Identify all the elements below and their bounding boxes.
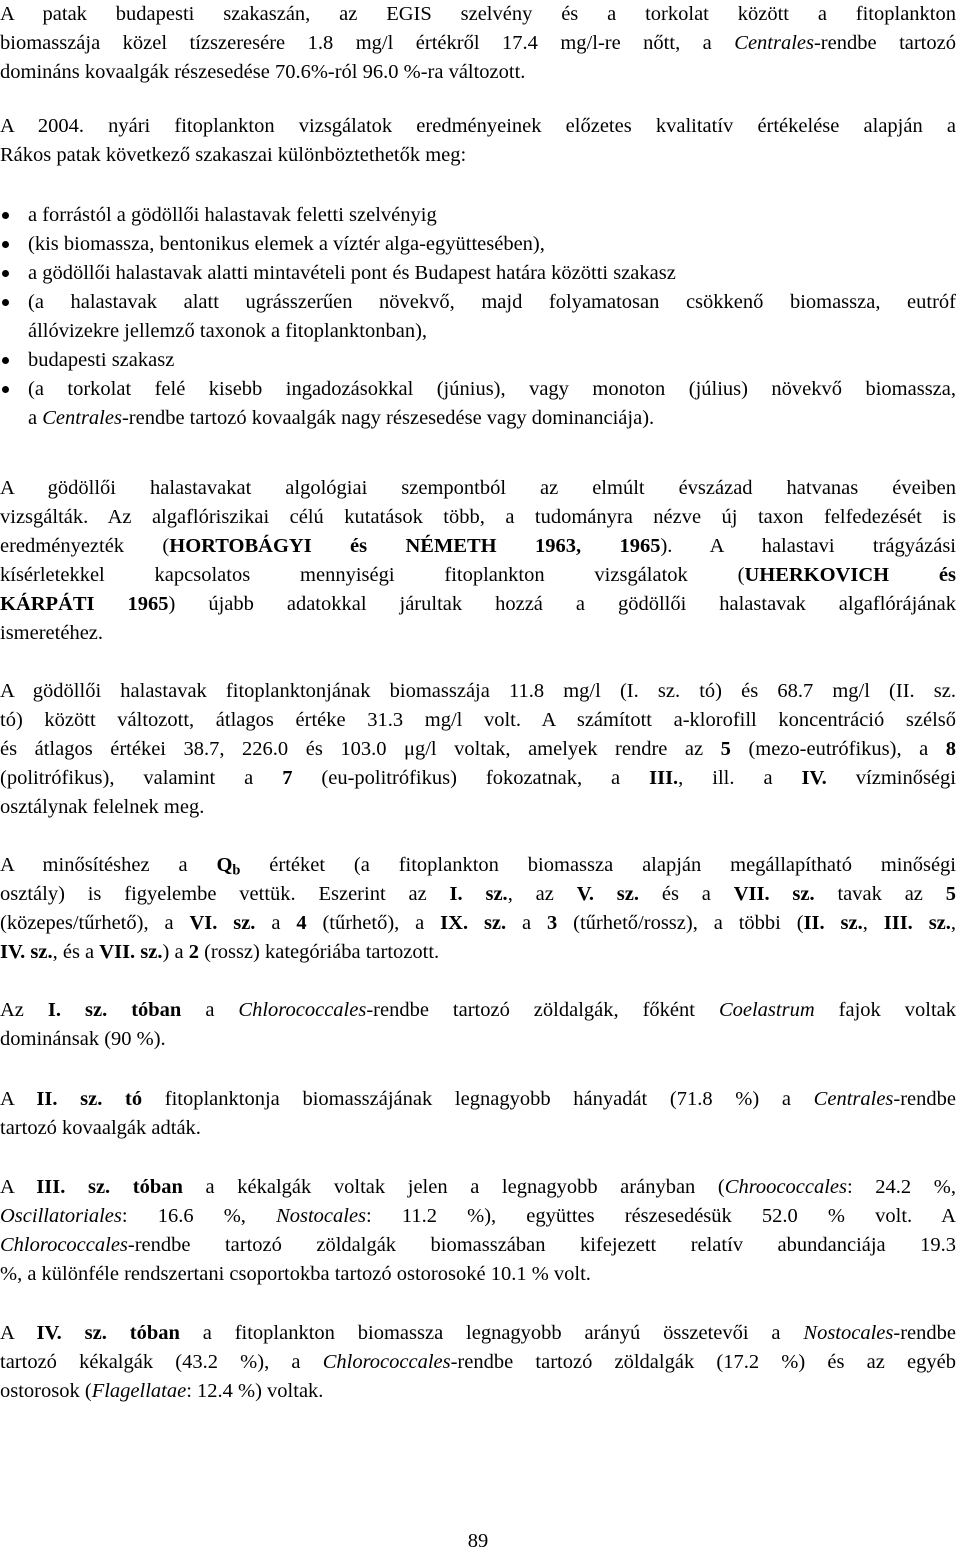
text-line: tartozó kovaalgák adták.	[0, 1117, 201, 1139]
list-item-text: (kis biomassza, bentonikus elemek a víztér alga-együttesében),	[28, 233, 545, 255]
text-line: vizsgálták. Az algaflóriszikai célú kutatások több, a tudományra nézve új taxon felfedezését is	[0, 506, 956, 528]
list-item-text: állóvizekre jellemző taxonok a fitoplanktonban),	[28, 320, 428, 342]
text-line: dominánsak (90 %).	[0, 1028, 166, 1050]
paragraph-3	[0, 474, 956, 648]
text-line: A minősítéshez a $Q_b$ értéket (a fitoplankton biomassza alapján megállapítható minőségi	[0, 854, 956, 879]
paragraph-9	[0, 1319, 956, 1406]
list-item	[0, 346, 956, 375]
paragraph-2	[0, 112, 956, 170]
text-line: Oscillatoriales: 16.6 %, Nostocales: 11.2 %), együttes részesedésük 52.0 % volt. A	[0, 1205, 956, 1227]
bullet-icon	[2, 212, 9, 219]
list-item-text: (a halastavak alatt ugrásszerűen növekvő, majd folyamatosan csökkenő biomassza, eutróf	[28, 291, 956, 313]
list-item-text: a gödöllői halastavak alatti mintavételi pont és Budapest határa közötti szakasz	[28, 262, 676, 284]
text-line: KÁRPÁTI 1965) újabb adatokkal járultak hozzá a gödöllői halastavak algaflórájának	[0, 593, 956, 615]
bullet-icon	[2, 357, 9, 364]
list-item-text: a forrástól a gödöllői halastavak feletti szelvényig	[28, 204, 437, 226]
list-item	[0, 230, 956, 259]
list-item	[0, 201, 956, 230]
bullet-icon	[2, 241, 9, 248]
text-line: domináns kovaalgák részesedése 70.6%-ról 96.0 %-ra változott.	[0, 61, 526, 83]
text-line: IV. sz., és a VII. sz.) a 2 (rossz) kategóriába tartozott.	[0, 941, 440, 963]
list-item	[0, 375, 956, 433]
text-line: Rákos patak következő szakaszai különböztethetők meg:	[0, 144, 467, 166]
text-line: biomasszája közel tízszeresére 1.8 mg/l értékről 17.4 mg/l-re nőtt, a Centrales-rendbe tartozó	[0, 32, 956, 54]
text-line: A IV. sz. tóban a fitoplankton biomassza legnagyobb arányú összetevői a Nostocales-rendbe	[0, 1322, 956, 1344]
paragraph-4	[0, 677, 956, 822]
text-line: A II. sz. tó fitoplanktonja biomasszájának legnagyobb hányadát (71.8 %) a Centrales-rendbe	[0, 1088, 956, 1110]
text-line: Az I. sz. tóban a Chlorococcales-rendbe tartozó zöldalgák, főként Coelastrum fajok voltak	[0, 999, 956, 1021]
bullet-icon	[2, 270, 9, 277]
text-line: eredményezték (HORTOBÁGYI és NÉMETH 1963, 1965). A halastavi trágyázási	[0, 535, 957, 557]
paragraph-1	[0, 0, 956, 87]
paragraph-5	[0, 851, 956, 967]
list-item	[0, 259, 956, 288]
list-item-text: budapesti szakasz	[28, 349, 175, 371]
text-line: osztály) is figyelembe vettük. Eszerint az I. sz., az V. sz. és a VII. sz. tavak az 5	[0, 883, 956, 905]
text-line: A patak budapesti szakaszán, az EGIS szelvény és a torkolat között a fitoplankton	[0, 3, 956, 25]
paragraph-7	[0, 1085, 956, 1143]
text-line: tartozó kékalgák (43.2 %), a Chlorococcales-rendbe tartozó zöldalgák (17.2 %) és az egyéb	[0, 1351, 956, 1373]
text-line: (politrófikus), valamint a 7 (eu-politrófikus) fokozatnak, a III., ill. a IV. vízminőségi	[0, 767, 956, 789]
bullet-list	[0, 201, 956, 433]
paragraph-6	[0, 996, 956, 1054]
text-line: ostorosok (Flagellatae: 12.4 %) voltak.	[0, 1380, 324, 1402]
text-line: ismeretéhez.	[0, 622, 104, 644]
list-item-text: a Centrales-rendbe tartozó kovaalgák nagy részesedése vagy dominanciája).	[28, 407, 655, 429]
text-line: tó) között változott, átlagos értéke 31.3 mg/l volt. A számított a-klorofill koncentráció szélső	[0, 709, 956, 731]
text-line: A 2004. nyári fitoplankton vizsgálatok eredményeinek előzetes kvalitatív értékelése alapján a	[0, 115, 956, 137]
text-line: A III. sz. tóban a kékalgák voltak jelen a legnagyobb arányban (Chroococcales: 24.2 %,	[0, 1176, 956, 1198]
text-line: és átlagos értékei 38.7, 226.0 és 103.0 μg/l voltak, amelyek rendre az 5 (mezo-eutrófikus), a 8	[0, 738, 957, 760]
list-item-text: (a torkolat felé kisebb ingadozásokkal (június), vagy monoton (július) növekvő biomassza,	[28, 378, 956, 400]
text-line: Chlorococcales-rendbe tartozó zöldalgák biomasszában kifejezett relatív abundanciája 19.3	[0, 1234, 956, 1256]
text-line: osztálynak felelnek meg.	[0, 796, 205, 818]
page-number: 89	[467, 1530, 489, 1552]
paragraph-8	[0, 1173, 956, 1289]
text-line: kísérletekkel kapcsolatos mennyiségi fitoplankton vizsgálatok (UHERKOVICH és	[0, 564, 956, 586]
bullet-icon	[2, 386, 9, 393]
bullet-icon	[2, 299, 9, 306]
text-line: A gödöllői halastavakat algológiai szempontból az elmúlt évszázad hatvanas éveiben	[0, 477, 956, 499]
text-line: (közepes/tűrhető), a VI. sz. a 4 (tűrhető), a IX. sz. a 3 (tűrhető/rossz), a többi (II. sz., III. sz.,	[0, 912, 957, 934]
text-line: %, a különféle rendszertani csoportokba tartozó ostorosoké 10.1 % volt.	[0, 1263, 591, 1285]
list-item	[0, 288, 956, 346]
text-line: A gödöllői halastavak fitoplanktonjának biomasszája 11.8 mg/l (I. sz. tó) és 68.7 mg/l (II. sz.	[0, 680, 956, 702]
